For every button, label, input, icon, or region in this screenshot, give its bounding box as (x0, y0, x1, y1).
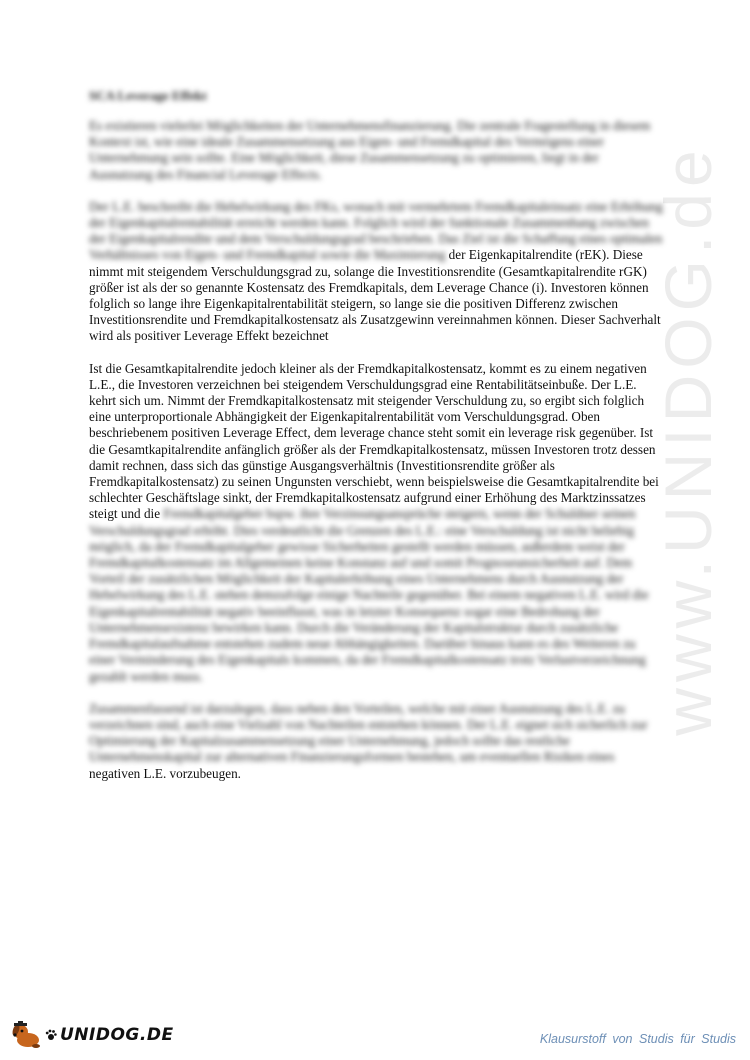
paragraph-negative-leverage (89, 361, 664, 685)
paragraph-intro (89, 118, 664, 183)
logo-text: UNIDOG.DE (60, 1025, 174, 1045)
paw-icon (45, 1029, 57, 1041)
footer-slogan: Klausurstoff von Studis für Studis (539, 1032, 736, 1046)
paragraph-negative-visible: Ist die Gesamtkapitalrendite jedoch kleiner als der Fremdkapitalkostensatz, kommt es zu einem negativen L.E., die Investoren verzeichnen bei steigendem Verschuldungsgrad eine Rentabilitätseinbuße. Der L.E. kehrt sich um. Nimmt der Fremdkapitalkostensatz mit steigender Verschuldung zu, so ergibt sich folglich eine unterproportionale Abhängigkeit der Eigenkapitalrentabilität vom Verschuldungsgrad. Oben beschriebenem positiven Leverage Effect, dem leverage chance steht somit ein leverage risk gegenüber. Ist die Gesamtkapitalrendite anfänglich größer als der Fremdkapitalkostensatz, müssen Investoren trotz dessen damit rechnen, dass sich das günstige Ausgangsverhältnis (Investitionsrendite größer als Fremdkapitalkostensatz) zu seinen Ungunsten verschiebt, wenn beispielsweise die Gesamtkapitalrendite bei schlechter Geschäftslage sinkt, der Fremdkapitalkostensatz aufgrund einer Erhöhung des Marktzinssatzes steigt und die (89, 360, 659, 522)
paragraph-summary-visible: negativen L.E. vorzubeugen. (89, 765, 241, 781)
paragraph-positive-visible: der Eigenkapitalrendite (rEK). Diese nimmt mit steigendem Verschuldungsgrad zu, solange die Investitionsrendite (Gesamtkapitalrendite rGK) größer ist als der so genannte Kostensatz des Fremdkapitals, dem Leverage Chance (i). Investoren können folglich so lange ihre Eigenkapitalrentabilität steigern, so lange sie die positiven Differenz zwischen Investitionsrendite und Fremdkapitalkostensatz als Zusatzgewinn vereinnahmen können. Dieser Sachverhalt wird als positiver Leverage Effekt bezeichnet (89, 247, 661, 344)
unidog-logo[interactable] (10, 1021, 174, 1049)
page-footer (0, 1015, 750, 1055)
paragraph-summary (89, 701, 664, 782)
paragraph-negative-blurred: Fremdkapitalgeber bspw. ihre Verzinsungsansprüche steigern, wenn der Schuldner seinen Verschuldungsgrad erhöht. Dies verdeutlicht die Grenzen des L.E.: eine Verschuldung ist nicht beliebig möglich, da der Fremdkapitalgeber gewisse Sicherheiten gestellt werden müssen, außerdem weist der Fremdkapitalkostensatz im Allgemeinen keine Konstanz auf und somit Prognoseunsicherheit auf. Dem Vorteil der zusätzlichen Möglichkeit der Kapitalerhöhung eines Unternehmens durch Ausnutzung der Hebelwirkung des L.E. stehen demzufolge einige Nachteile gegenüber. Bei einem negativen L.E. wird die Eigenkapitalrentabilität negativ beeinflusst, was in letzter Konsequenz sogar eine Bedrohung der Unternehmensexistenz bewirken kann. Durch die Veränderung der Kapitalstruktur durch zusätzliche Fremdkapitalaufnahme entstehen zudem neue Abhängigkeiten. Darüber hinaus kann es des Weiteren zu einer Verminderung des Eigenkapitals kommen, da der Fremdkapitalkostensatz trotz Verlustverzeichnung gezahlt werden muss. (89, 506, 649, 684)
paragraph-intro-blurred: Es existieren vielerlei Möglichkeiten der Unternehmensfinanzierung. Die zentrale Fragestellung in diesem Kontext ist, wie eine ideale Zusammensetzung aus Eigen- und Fremdkapital des Vermögens einer Unternehmung sein sollte. Eine Möglichkeit, diese Zusammensetzung zu optimieren, liegt in der Ausnutzung des Financial Leverage Effects. (89, 118, 651, 182)
paragraph-summary-blurred: Zusammenfassend ist darzulegen, dass neben den Vorteilen, welche mit einer Ausnutzung des L.E. zu verzeichnen sind, auch eine Vielzahl von Nachteilen entstehen können. Der L.E. eignet sich sicherlich zur Optimierung der Kapitalzusammensetzung einer Unternehmung, jedoch sollte das restliche Unternehmenskapital zur alternativen Finanzierungsformen bestehen, um eventuellen Risiken eines (89, 700, 648, 765)
document-title: SCA Leverage Effekt (89, 88, 207, 103)
dog-mascot-icon (10, 1021, 44, 1049)
paragraph-positive-leverage (89, 199, 664, 345)
paragraph-positive-blurred: Der L.E. beschreibt die Hebelwirkung des FKs, wonach mit vermehrtem Fremdkapitaleinsatz eine Erhöhung der Eigenkapitalrentabilität erreicht werden kann. Folglich wird der funktionale Zusammenhang zwischen der Eigenkapitalrendite und dem Verschuldungsgrad beschrieben. Das Ziel ist die Schaffung eines optimalen Verhältnisses von Eigen- und Fremdkapital sowie die Maximierung (89, 198, 663, 263)
document-content (89, 88, 664, 798)
watermark: www.UNIDOG.de (651, 144, 725, 736)
